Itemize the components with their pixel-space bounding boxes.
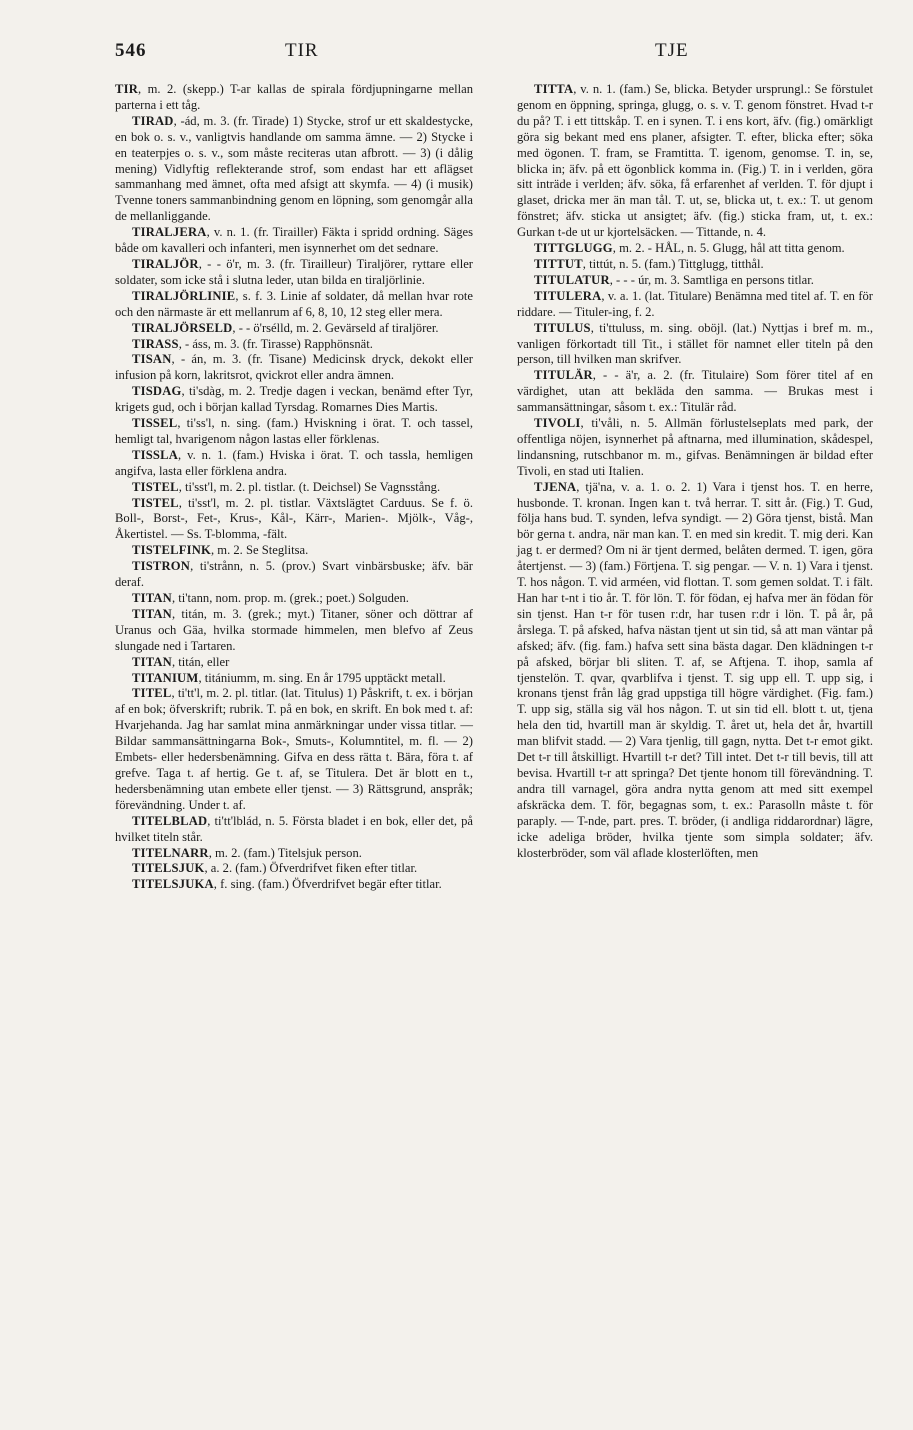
entry-definition: , titán, m. 3. (grek.; myt.) Titaner, söner och döttrar af Uranus och Gäa, hvilka stormade himmelen, men blefvo af Zeus slungade ned i Tartaren. [115, 606, 473, 653]
entry-definition: , m. 2. - HÅL, n. 5. Glugg, hål att titta genom. [612, 241, 845, 256]
entry-definition: , ti'strånn, n. 5. (prov.) Svart vinbärsbuske; äfv. bär deraf. [115, 559, 473, 590]
entry-headword: TISDAG [132, 384, 182, 399]
right-guide-word: TJE [655, 40, 689, 61]
entry-definition: , ti'ss'l, n. sing. (fam.) Hviskning i örat. T. och tassel, hemligt tal, hvarigenom någon lastas eller förklenas. [115, 416, 473, 446]
entry-definition: , titániumm, m. sing. En år 1795 upptäckt metall. [198, 670, 446, 685]
entry-headword: TITTA [534, 82, 574, 96]
entry-headword: TIR [115, 82, 138, 96]
entry-headword: TISSLA [132, 447, 179, 462]
entry-definition: , ti'ttuluss, m. sing. oböjl. (lat.) Nyttjas i bref m. m., vanligen förkortadt till Tit., i stället för namnet eller titeln på den person, till hvilken man skrifver. [517, 320, 873, 367]
dictionary-entry [115, 257, 473, 289]
entry-definition: , tittút, n. 5. (fam.) Tittglugg, titthål. [582, 256, 764, 271]
entry-definition: , ti'sst'l, m. 2. pl. tistlar. Växtslägtet Carduus. Se f. ö. Boll-, Borst-, Fet-, Krus-, Kål-, Kärr-, Marien-. Mjölk-, Våg-, Åkertistel. — Ss. T-blomma, -fält. [115, 495, 473, 542]
dictionary-entry [115, 321, 473, 337]
entry-headword: TIRALJERA [132, 225, 207, 240]
dictionary-entry [115, 384, 473, 416]
entry-headword: TITTGLUGG [534, 241, 613, 256]
entry-definition: , - - ö'r, m. 3. (fr. Tirailleur) Tiraljörer, ryttare eller soldater, som icke stå i slutna leder, utan bilda en tiraljörlinie. [115, 256, 473, 287]
entry-headword: TITELSJUKA [132, 877, 214, 892]
entry-headword: TITULÄR [534, 368, 593, 383]
entry-headword: TIRALJÖRSELD [132, 320, 233, 335]
entry-headword: TIRALJÖR [132, 256, 199, 271]
entry-definition: , ti'tann, nom. prop. m. (grek.; poet.) Solguden. [171, 591, 409, 605]
dictionary-entry [517, 257, 873, 273]
dictionary-entry [517, 416, 873, 480]
entry-headword: TIRAD [132, 113, 174, 128]
entry-definition: , ti'tt'l, m. 2. pl. titlar. (lat. Titulus) 1) Påskrift, t. ex. i början af en bok; öfverskrift; rubrik. T. på en bok, en skrift. En bok med t. af: Hvarjehanda. Jag har samlat mina anmärkningar under vissa titlar. — Bildar sammansättningarna Bok-, Smuts-, Kolumntitel, m. fl. — 2) Embets- eller hedersbenämning. Gifva en dess rätta t. Bära, föra t. af grefve. Taga t. af hertig. Ge t. af, se Titulera. Det är blott en t., hedersbenämning utan embete eller tjenst. — 3) Rättsgrund, anspråk; förevändning. Under t. af. [115, 686, 473, 812]
entry-headword: TISTRON [132, 559, 191, 574]
entry-definition: , titán, eller [171, 654, 230, 669]
dictionary-entry [115, 289, 473, 321]
entry-definition: , m. 2. (skepp.) T-ar kallas de spirala fördjupningarne mellan parterna i ett tåg. [115, 82, 473, 112]
page-number: 546 [115, 40, 147, 61]
entry-headword: TIRASS [132, 336, 179, 351]
dictionary-entry [517, 273, 873, 289]
entry-definition: , - - ö'rsélld, m. 2. Gevärseld af tiraljörer. [232, 320, 439, 335]
entry-definition: , v. n. 1. (fam.) Se, blicka. Betyder ursprungl.: Se förstulet genom en öppning, springa, glugg, o. s. v. T. genom fönstret. Hvad t-r du på? T. i ett tittskåp. T. en i synen. T. i ens kort, äfv. (fig.) omärkligt göra sig bekant med ens planer, afsigter. T. efter, blicka efter; söka med ögonen. T. fram, se Framtitta. T. igenom, genomse. T. in, se, blicka in; äfv. på ett ögonblick komma in. (Fig.) T. in i verlden, göra sitt inträde i verlden; äfv. söka, få erfarenhet af verlden. T. för djupt i glaset, dricka mer än man tål. T. ut, se, blicka ut, t. ex.: T. ut genom fönstret; äfv. sticka ut ansigtet; äfv. (fig.) sticka fram, ut, t. ex.: Gurkan t-de ut ur kjortelsäcken. — Tittande, n. 4. [517, 82, 873, 240]
entry-headword: TISSEL [132, 416, 178, 431]
dictionary-entry [115, 591, 473, 607]
entry-headword: TITAN [132, 654, 172, 669]
dictionary-entry [115, 337, 473, 353]
entry-definition: , ti'sdàg, m. 2. Tredje dagen i veckan, benämd efter Tyr, krigets gud, och i början kallad Tyrsdag. Romarnes Dies Martis. [115, 384, 473, 415]
entry-definition: , s. f. 3. Linie af soldater, då mellan hvar rote och den närmaste är ett mellanrum af 6, 8, 10, 12 steg eller mera. [115, 288, 473, 319]
entry-headword: TIVOLI [534, 416, 581, 431]
entry-definition: , ti'sst'l, m. 2. pl. tistlar. (t. Deichsel) Se Vagnsstång. [178, 479, 441, 494]
entry-definition: , - - ä'r, a. 2. (fr. Titulaire) Som förer titel af en värdighet, utan att bekläda den samma. — Brukas mest i sammansättningar, såsom t. ex.: Titulär råd. [517, 368, 873, 415]
entry-headword: TITAN [132, 606, 172, 621]
entry-headword: TISTELFINK [132, 543, 211, 558]
right-column [517, 82, 873, 861]
entry-definition: , f. sing. (fam.) Öfverdrifvet begär efter titlar. [213, 877, 442, 892]
page-header [115, 40, 875, 70]
entry-headword: TISTEL [132, 495, 179, 510]
dictionary-entry [115, 352, 473, 384]
entry-definition: , v. n. 1. (fam.) Hviska i örat. T. och tassla, hemligen angifva, lasta eller förklena andra. [115, 447, 473, 478]
entry-definition: , v. a. 1. (lat. Titulare) Benämna med titel af. T. en för riddare. — Tituler-ing, f. 2. [517, 288, 873, 319]
entry-headword: TIRALJÖRLINIE [132, 288, 236, 303]
entry-definition: , ti'tt'lblád, n. 5. Första bladet i en bok, eller det, på hvilket titeln står. [115, 813, 473, 844]
entry-headword: TITULATUR [534, 272, 610, 287]
dictionary-entry [115, 496, 473, 544]
dictionary-entry [115, 543, 473, 559]
dictionary-entry [115, 480, 473, 496]
left-column [115, 82, 473, 893]
dictionary-entry [115, 448, 473, 480]
dictionary-entry [517, 289, 873, 321]
entry-headword: TITTUT [534, 256, 583, 271]
entry-headword: TITEL [132, 686, 172, 701]
entry-headword: TITELNARR [132, 845, 209, 860]
dictionary-entry [115, 861, 473, 877]
dictionary-entry [115, 877, 473, 893]
entry-headword: TISTEL [132, 479, 179, 494]
entry-headword: TITAN [132, 591, 172, 605]
entry-headword: TITELBLAD [132, 813, 208, 828]
dictionary-entry [115, 114, 473, 225]
dictionary-entry [115, 225, 473, 257]
dictionary-entry [115, 82, 473, 114]
dictionary-entry [115, 559, 473, 591]
entry-definition: , tjä'na, v. a. 1. o. 2. 1) Vara i tjenst hos. T. en herre, husbonde. T. kronan. Ingen kan t. två herrar. T. sitt år. (Fig.) T. Gud, följa hans bud. T. synden, lefva syndigt. — 2) Göra tjenst, bistå. Man bör gerna t. andra, när man kan. T. en med sin kredit. T. mig deri. Kan jag t. er dermed? Om ni är tjent dermed, belåten dermed. T. igen, göra återtjenst. — 3) (fam.) Förtjena. T. sig pengar. — V. n. 1) Vara i tjenst. T. hos någon. T. vid arméen, vid flottan. T. som gemen soldat. T. i fält. Han har t-nt i tio år. T. för lön. T. för födan, ej hafva mer än födan för sin tjenst. Han t-r för tusen r:dr, har tusen r:dr i lön. T. på år, på årslega. T. på afsked, hafva nästan tjent ut sin tid, så att man väntar på afsked; äfv. (fig. fam.) hafva sett sina bästa dagar. Den klädningen t-r på afsked, börjar bli sliten. T. af, se Aftjena. T. ihop, samla af tjenstelön. T. qvar, qvarblifva i tjenst. T. sig upp ell. T. upp sig, i kronans tjenst från låg grad uppstiga till högre värdighet. (Fig. fam.) T. upp sig, ställa sig väl hos någon. T. ut sin tid ell. blott t. ut, tjena hela den tid, hvartill man är skyldig. T. året ut, hela det år, hvartill man blifvit stadd. — 2) Vara tjenlig, till gagn, nytta. Det t-r emot gikt. Det t-r till åtskilligt. Hvartill t-r det? Till intet. Det t-r till bevis, till att bevisa. Hvartill t-r att springa? Det tjente honom till förevändning. T. andra till varnagel, göra andra nytta genom att med sitt exempel afskräcka dem. T. för, begagnas som, t. ex.: Parasolln måste t. för paraply. — T-nde, part. pres. T. bröder, (i andliga riddarordnar) lägre, icke adeliga bröder, hvilka tjente som simpla soldater; äfv. klosterbröder, som väl aflade klosterlöften, men [517, 479, 873, 860]
entry-definition: , m. 2. Se Steglitsa. [211, 543, 309, 558]
entry-headword: TITANIUM [132, 670, 199, 685]
dictionary-entry [115, 416, 473, 448]
entry-headword: TITULUS [534, 320, 591, 335]
entry-definition: , a. 2. (fam.) Öfverdrifvet fiken efter titlar. [204, 861, 418, 876]
entry-definition: , m. 2. (fam.) Titelsjuk person. [208, 845, 362, 860]
dictionary-entry [115, 814, 473, 846]
entry-definition: , -ád, m. 3. (fr. Tirade) 1) Stycke, strof ur ett skaldestycke, en bok o. s. v., vanligtvis handlande om samma ämne. — 2) Stycke i en teaterpjes o. s. v., som måste reciteras utan afbrott. — 3) (i dålig mening) Vidlyftig reflekterande strof, som endast har ett aflägset sammanhang med ämnet, ofta med afsigt att skymfa. — 4) (i musik) Tvenne toners sammanbindning genom en löpning, som genomgår alla de mellanliggande. [115, 113, 473, 224]
dictionary-entry [517, 368, 873, 416]
dictionary-entry [115, 671, 473, 687]
dictionary-entry [517, 82, 873, 241]
entry-definition: , - áss, m. 3. (fr. Tirasse) Rapphönsnät. [178, 336, 373, 351]
dictionary-entry [115, 607, 473, 655]
dictionary-entry [517, 321, 873, 369]
dictionary-entry [517, 241, 873, 257]
entry-definition: , v. n. 1. (fr. Tirailler) Fäkta i spridd ordning. Säges både om kavalleri och infanteri, men isynnerhet om det sednare. [115, 225, 473, 256]
entry-headword: TITELSJUK [132, 861, 205, 876]
entry-headword: TITULERA [534, 288, 602, 303]
entry-definition: , - án, m. 3. (fr. Tisane) Medicinsk dryck, dekokt eller infusion på korn, lakritsrot, qvickrot eller andra ämnen. [115, 352, 473, 383]
left-guide-word: TIR [285, 40, 319, 61]
entry-headword: TISAN [132, 352, 172, 367]
dictionary-entry [115, 686, 473, 813]
entry-headword: TJENA [534, 479, 577, 494]
entry-definition: , ti'våli, n. 5. Allmän förlustelseplats med park, der offentliga nöjen, isynnerhet på aftnarna, med illumination, skådespel, lindansning, rutschbanor m. m., gifvas. Benämningen är bildad efter Tivoli, en stad uti Italien. [517, 416, 873, 478]
dictionary-entry [517, 480, 873, 862]
dictionary-entry [115, 655, 473, 671]
dictionary-entry [115, 846, 473, 862]
entry-definition: , - - - úr, m. 3. Samtliga en persons titlar. [609, 272, 814, 287]
